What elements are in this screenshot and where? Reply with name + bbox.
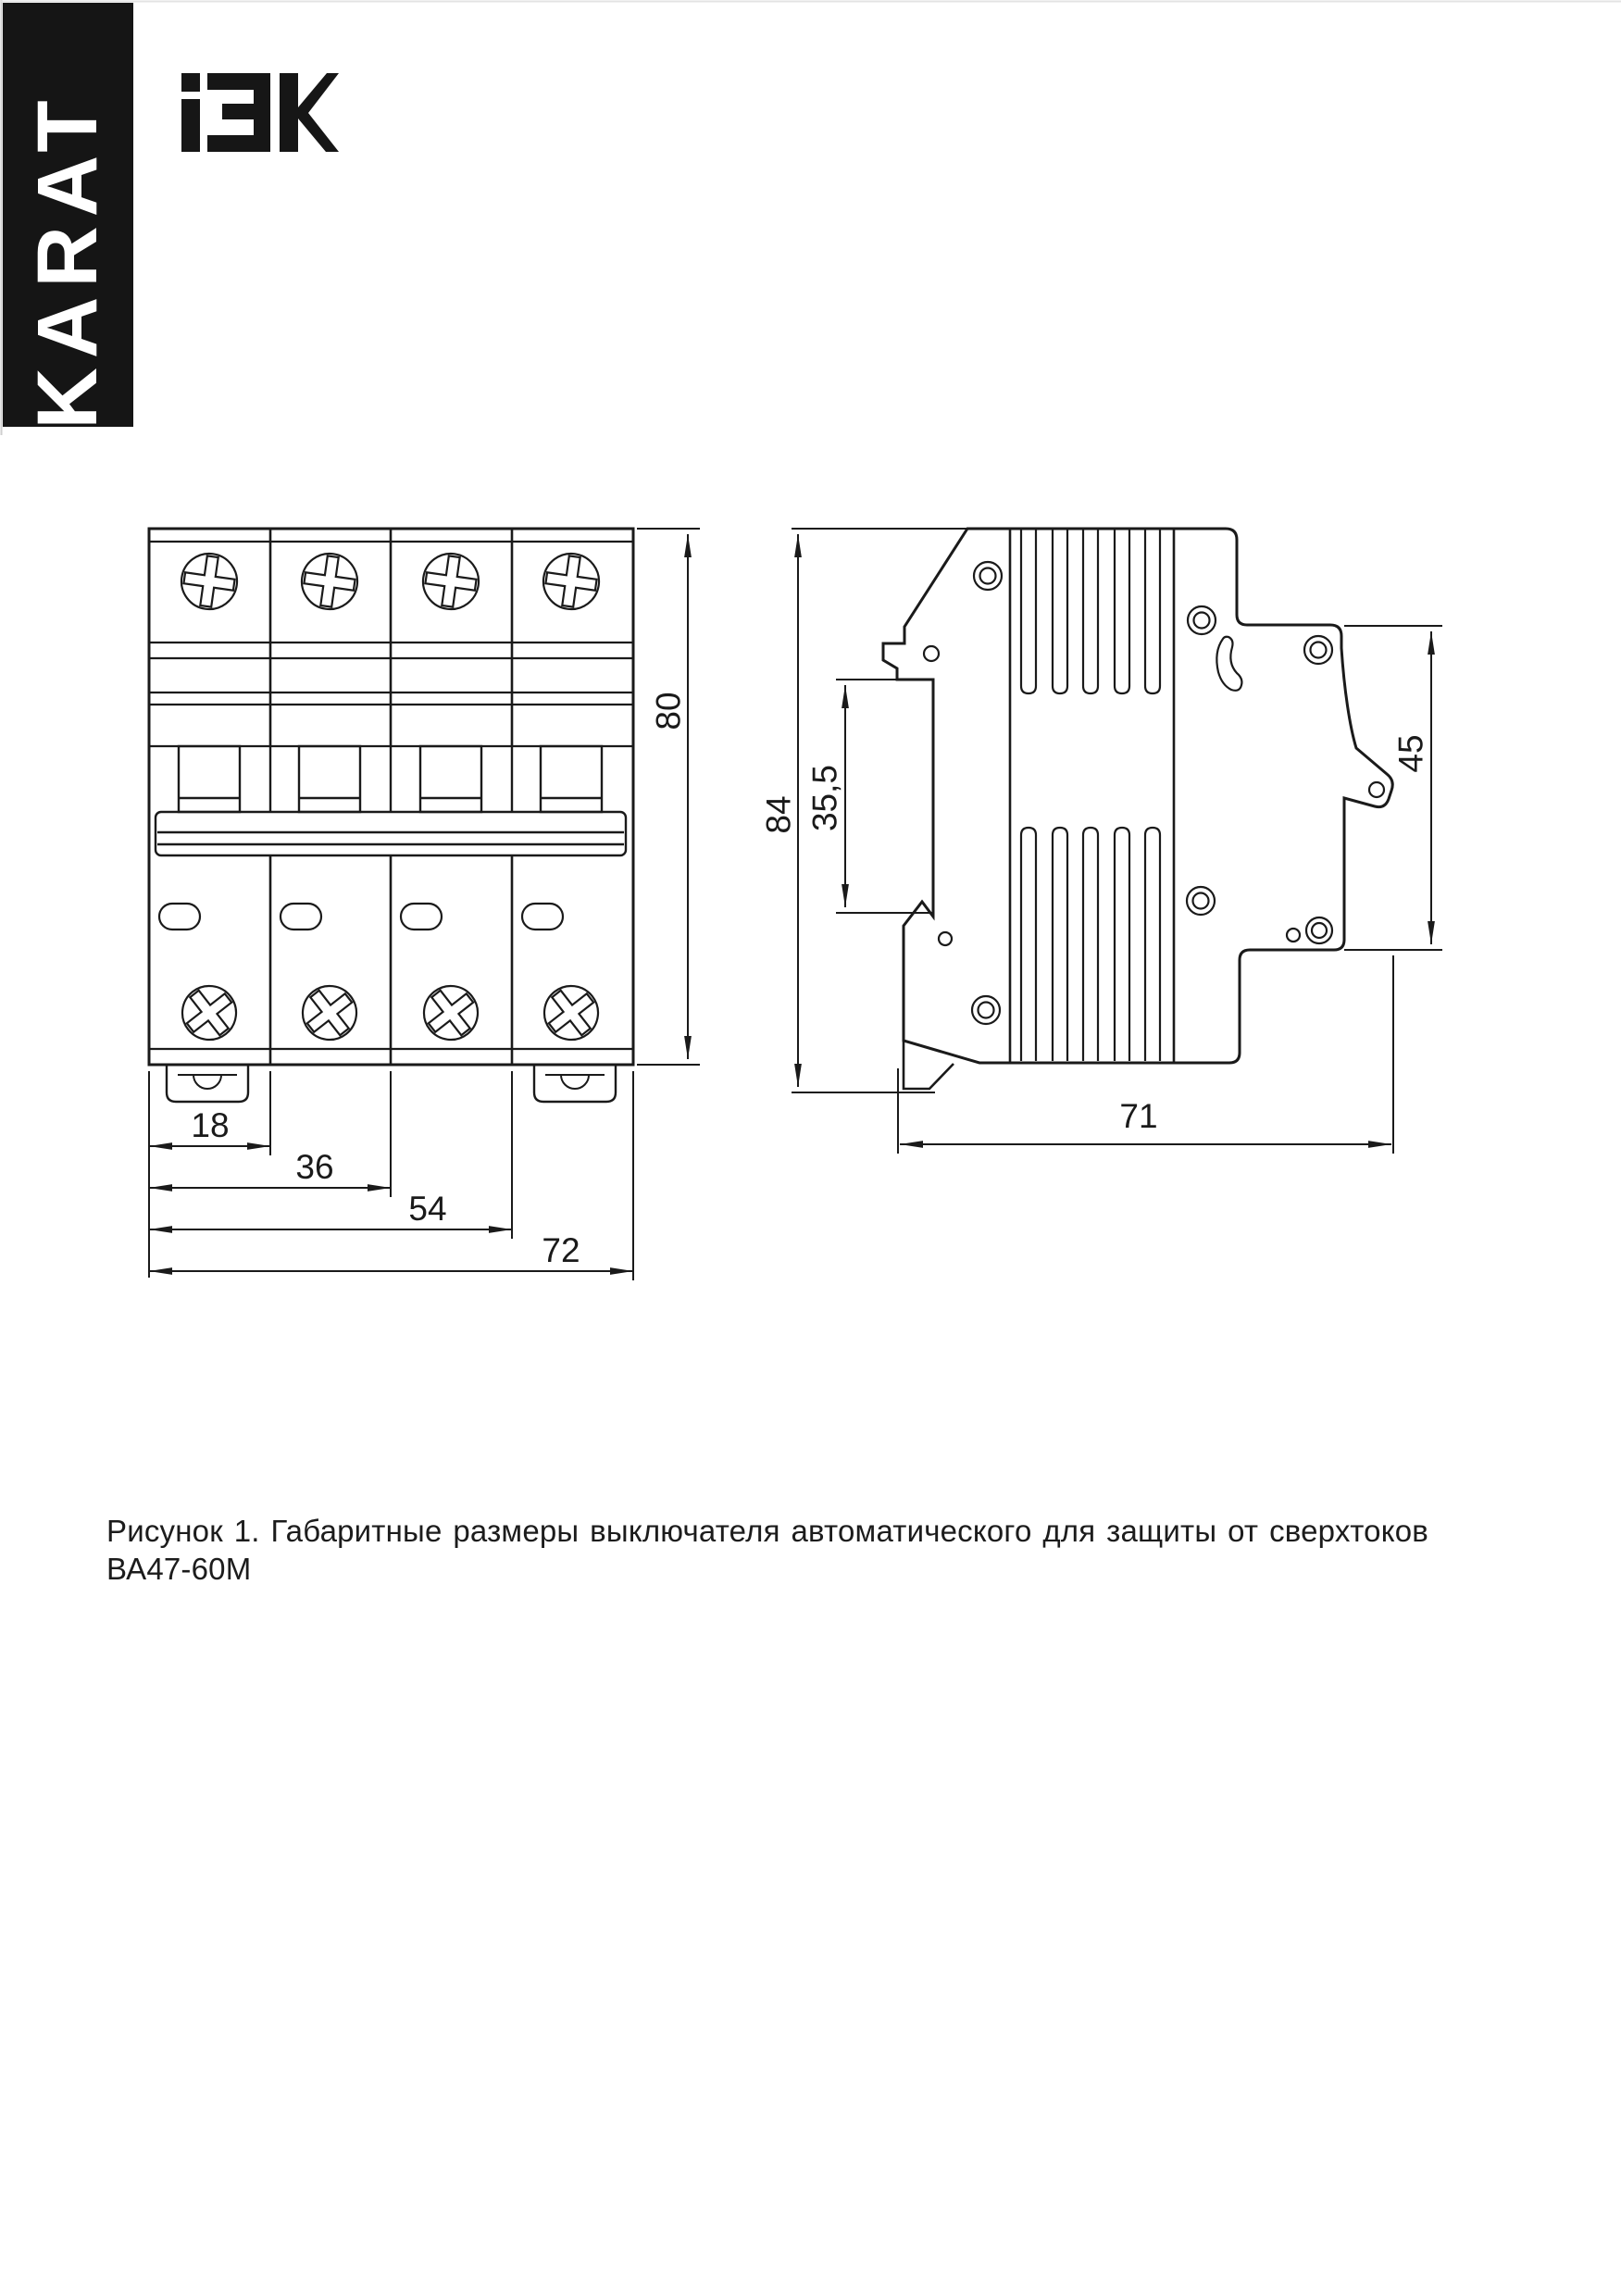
side-view — [883, 529, 1392, 1089]
dim-label-45: 45 — [1391, 734, 1430, 773]
toggle-tie-bar — [156, 812, 626, 855]
oval-window — [401, 904, 442, 930]
banner-text: KARAT — [20, 91, 115, 430]
rivet-icon — [972, 996, 1000, 1024]
karat-banner — [3, 3, 133, 430]
pin-hole — [1287, 929, 1300, 942]
toggle-handles — [179, 746, 602, 812]
dim-label-18: 18 — [191, 1106, 230, 1144]
logo-k-stem — [280, 73, 298, 152]
crescent-slot — [1216, 637, 1241, 691]
rivet-icon — [1304, 636, 1332, 664]
rivets — [972, 562, 1332, 1024]
dimension-labels — [191, 692, 1429, 1269]
rivet-icon — [1188, 606, 1216, 634]
dim-label-36: 36 — [295, 1148, 334, 1186]
lever-hole — [1369, 782, 1384, 797]
toggle-handle — [420, 746, 481, 812]
toggle-handle — [179, 746, 240, 812]
dim-label-54: 54 — [408, 1190, 447, 1228]
vent-slots-upper — [1021, 530, 1160, 693]
rivet-icon — [1306, 917, 1332, 943]
figure-caption: Рисунок 1. Габаритные размеры выключателя автоматического для защиты от сверхтоков ВА47-60М — [106, 1514, 1428, 1587]
logo-reversed-e — [207, 73, 270, 152]
phillips-screw-icon — [176, 980, 243, 1047]
toggle-handle — [541, 746, 602, 812]
rivet-icon — [974, 562, 1002, 590]
oval-window — [159, 904, 200, 930]
pin-holes — [924, 646, 1384, 945]
logo-i-dot — [181, 73, 200, 92]
pin-hole — [939, 932, 952, 945]
vent-panel-edges — [1010, 529, 1174, 1063]
logo-i-stem — [181, 99, 200, 152]
vent-slots-lower — [1021, 828, 1160, 1061]
dim-label-72: 72 — [542, 1231, 580, 1269]
phillips-screw-icon — [418, 980, 485, 1047]
front-view — [149, 529, 633, 1102]
dimension-lines — [149, 529, 1442, 1280]
dim-label-84: 84 — [759, 795, 798, 834]
rivet-icon — [1187, 887, 1215, 915]
logo-k-arms — [298, 73, 339, 152]
dim-label-80: 80 — [649, 692, 688, 730]
oval-window — [281, 904, 321, 930]
label-windows — [159, 904, 563, 930]
dim-label-71: 71 — [1119, 1097, 1158, 1135]
toggle-handle — [299, 746, 360, 812]
din-clip-right — [534, 1065, 616, 1102]
phillips-screw-icon — [296, 980, 364, 1047]
dim-label-35-5: 35,5 — [805, 764, 844, 832]
oval-window — [522, 904, 563, 930]
breaker-side-outline — [883, 529, 1392, 1063]
pin-hole — [924, 646, 939, 661]
din-clip-left — [167, 1065, 248, 1102]
phillips-screw-icon — [538, 980, 605, 1047]
iek-logo — [181, 73, 339, 152]
